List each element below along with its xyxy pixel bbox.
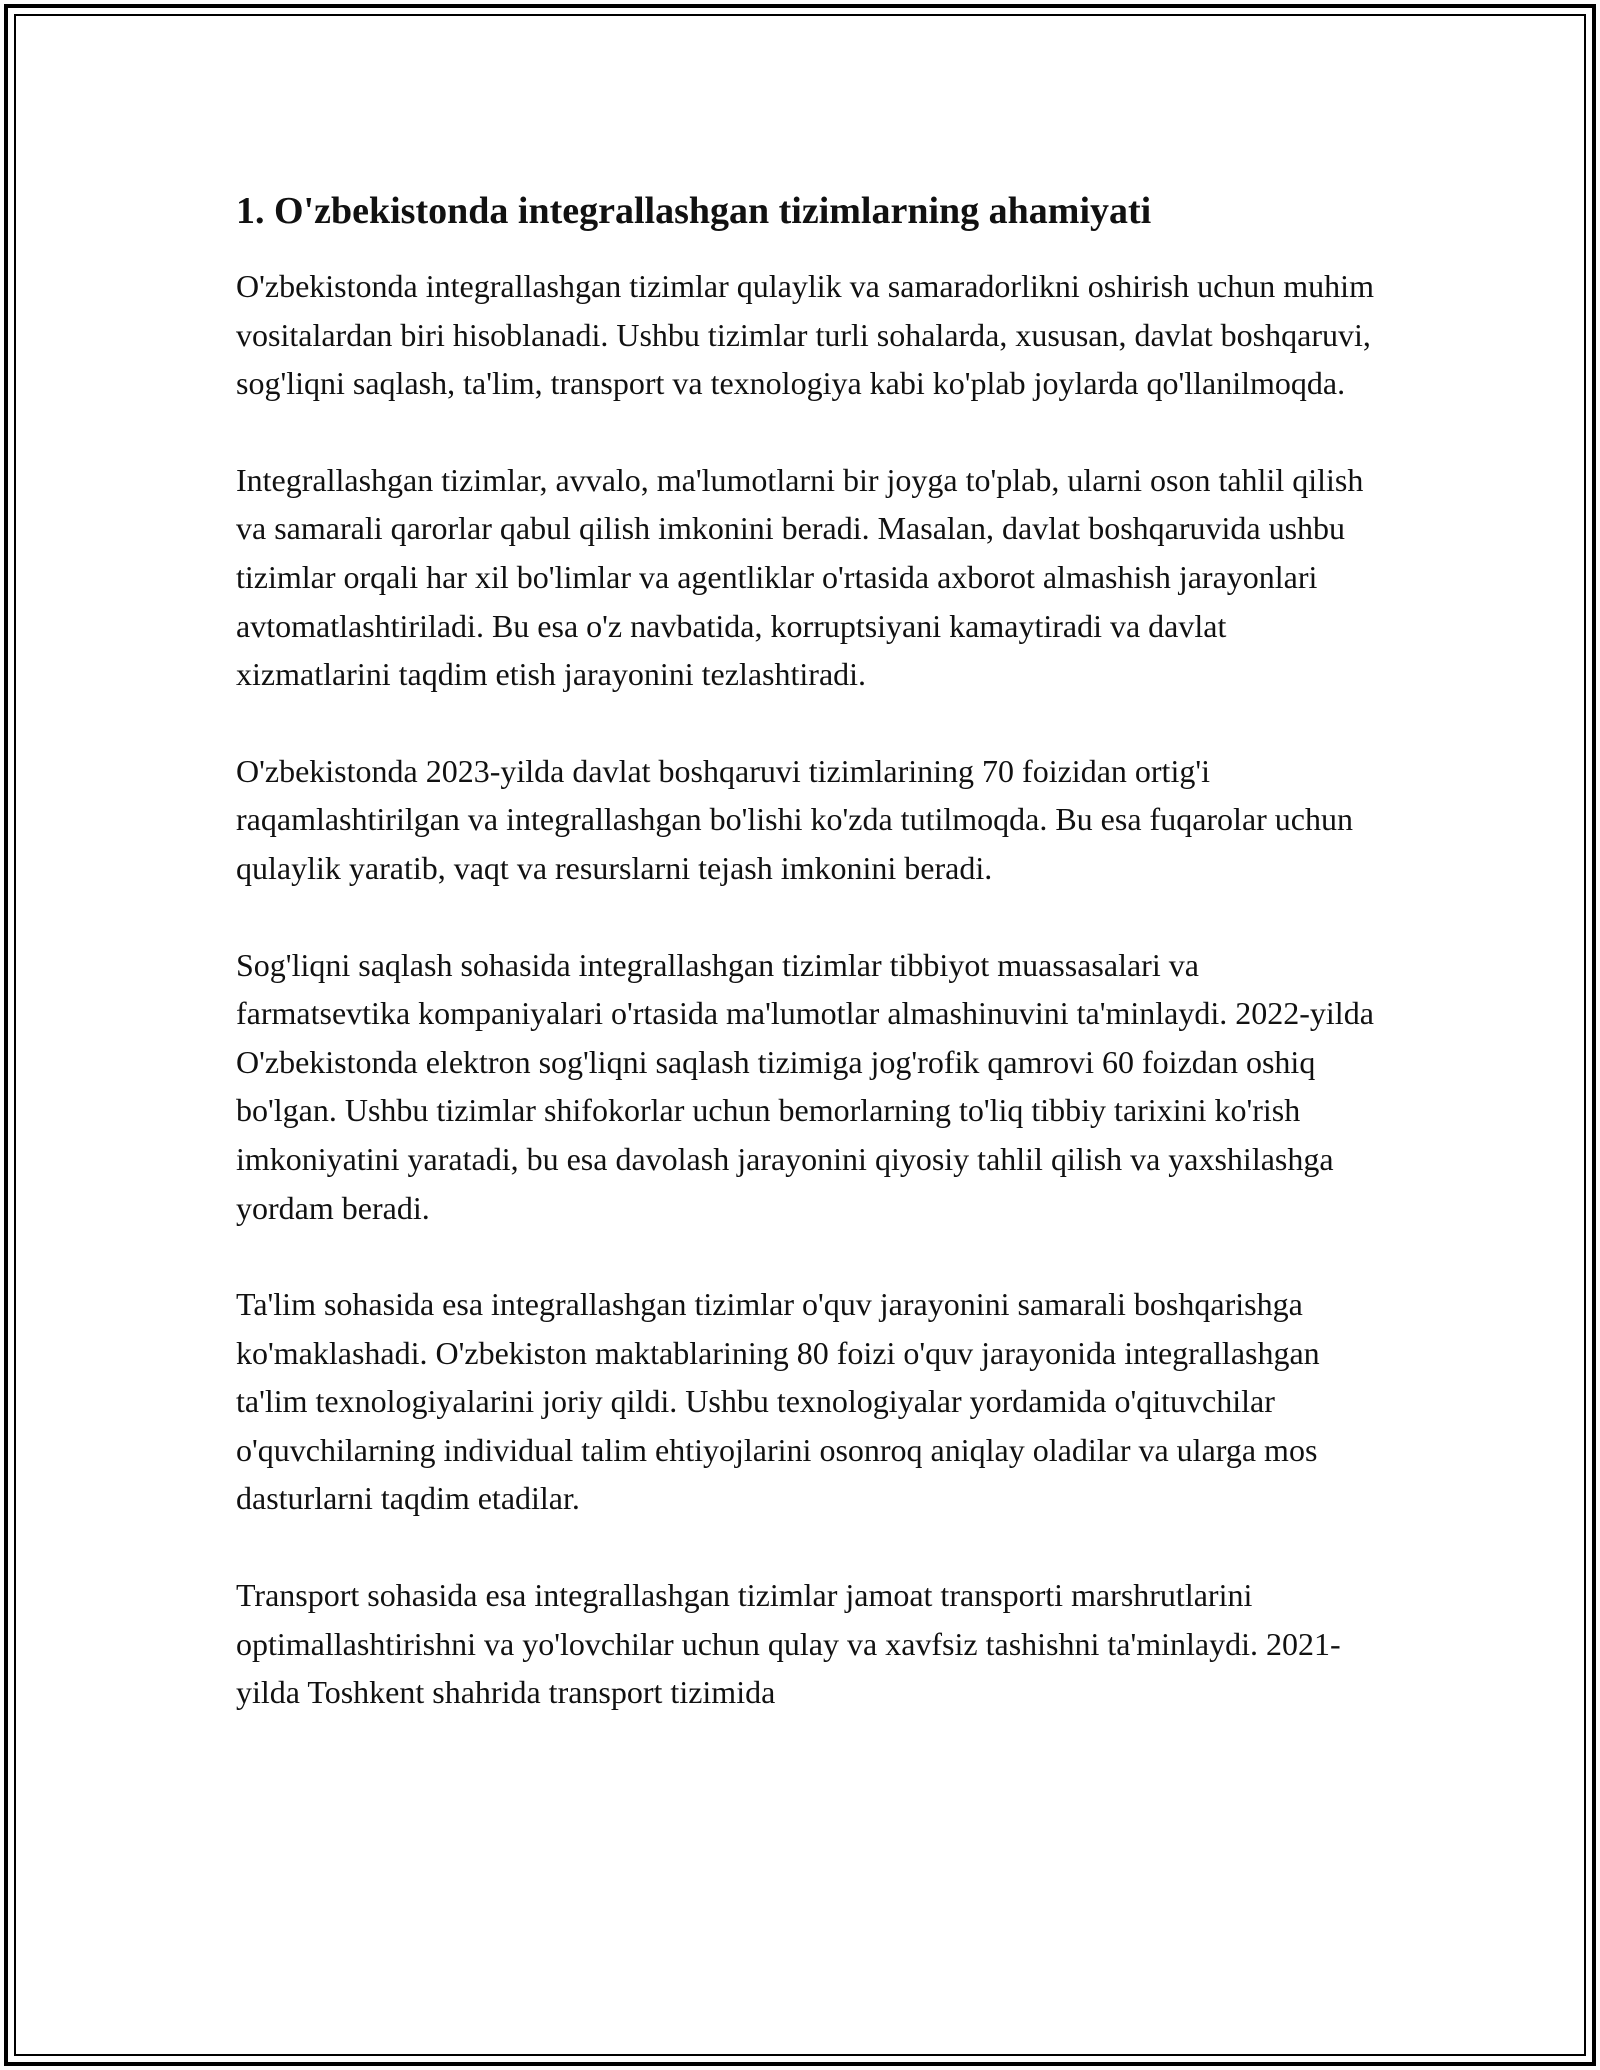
paragraph-education: Ta'lim sohasida esa integrallashgan tizimlar o'quv jarayonini samarali boshqarishga ko'maklashadi. O'zbekiston maktablarining 80 foizi o'quv jarayonida integrallashgan ta'lim texnologiyalarini joriy qildi. Ushbu texnologiyalar yordamida o'qituvchilar o'quvchilarning individual talim ehtiyojlarini osonroq aniqlay oladilar va ularga mos dasturlarni taqdim etadilar. — [236, 1286, 1320, 1517]
paragraph-transport: Transport sohasida esa integrallashgan tizimlar jamoat transporti marshrutlarini optimallashtirishni va yo'lovchilar uchun qulay va xavfsiz tashishni ta'minlaydi. 2021-yilda Toshkent shahrida transport tizimida — [236, 1577, 1341, 1711]
paragraph-healthcare: Sog'liqni saqlash sohasida integrallashgan tizimlar tibbiyot muassasalari va farmatsevtika kompaniyalari o'rtasida ma'lumotlar almashinuvini ta'minlaydi. 2022-yilda O'zbekistonda elektron sog'liqni saqlash tizimiga jog'rofik qamrovi 60 foizdan oshiq bo'lgan. Ushbu tizimlar shifokorlar uchun bemorlarning to'liq tibbiy tarixini ko'rish imkoniyatini yaratadi, bu esa davolash jarayonini qiyosiy tahlil qilish va yaxshilashga yordam beradi. — [236, 946, 1374, 1226]
document-body — [236, 186, 1376, 1717]
section-heading: 1. O'zbekistonda integrallashgan tizimlarning ahamiyati — [236, 190, 1152, 232]
paragraph-data-integration: Integrallashgan tizimlar, avvalo, ma'lumotlarni bir joyga to'plab, ularni oson tahlil qilish va samarali qarorlar qabul qilish imkonini beradi. Masalan, davlat boshqaruvida ushbu tizimlar orqali har xil bo'limlar va agentliklar o'rtasida axborot almashish jarayonlari avtomatlashtiriladi. Bu esa o'z navbatida, korruptsiyani kamaytiradi va davlat xizmatlarini taqdim etish jarayonini tezlashtiradi. — [236, 461, 1364, 693]
paragraph-intro: O'zbekistonda integrallashgan tizimlar qulaylik va samaradorlikni oshirish uchun muhim vositalardan biri hisoblanadi. Ushbu tizimlar turli sohalarda, xususan, davlat boshqaruvi, sog'liqni saqlash, ta'lim, transport va texnologiya kabi ko'plab joylarda qo'llanilmoqda. — [236, 268, 1374, 402]
paragraph-government-digitalization: O'zbekistonda 2023-yilda davlat boshqaruvi tizimlarining 70 foizidan ortig'i raqamlashtirilgan va integrallashgan bo'lishi ko'zda tutilmoqda. Bu esa fuqarolar uchun qulaylik yaratib, vaqt va resurslarni tejash imkonini beradi. — [236, 752, 1353, 886]
